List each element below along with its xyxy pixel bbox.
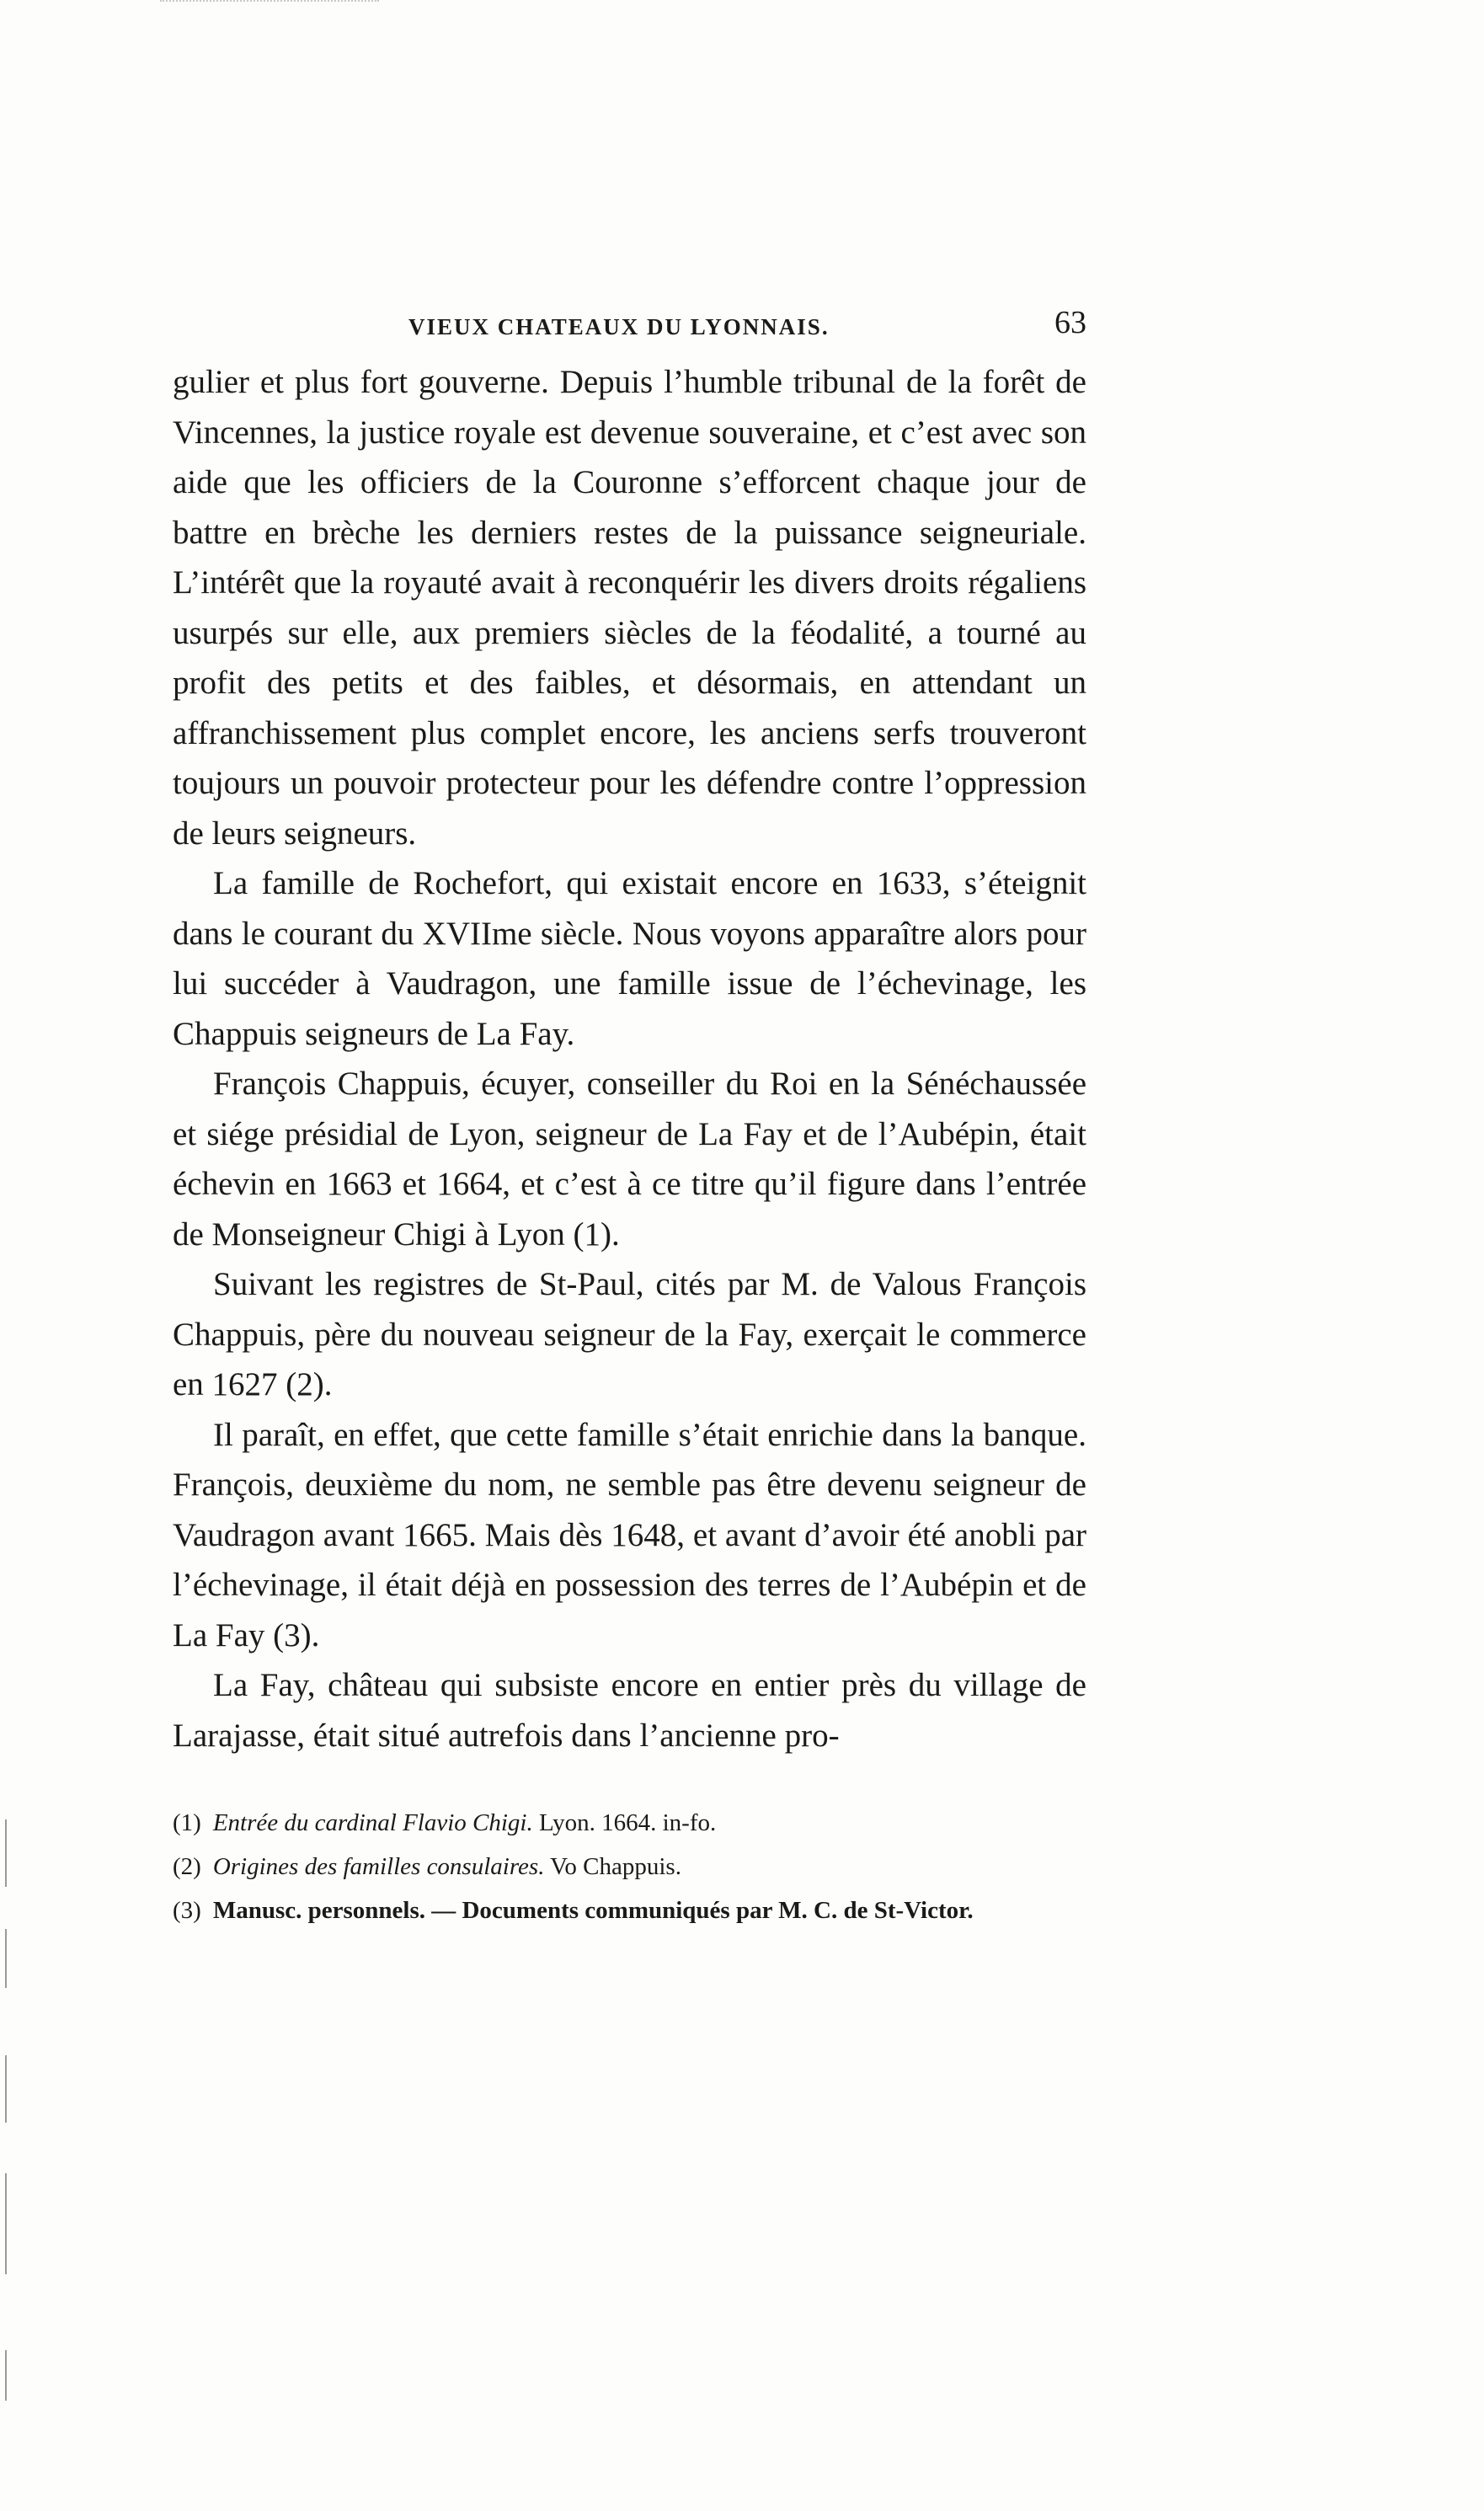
footnotes: [173, 1801, 1086, 1932]
footnote-title: Origines des familles consulaires.: [212, 1853, 545, 1880]
footnote-number: (3): [173, 1897, 201, 1924]
footnote: [173, 1889, 1086, 1932]
paragraph: gulier et plus fort gouverne. Depuis l’humble tribunal de la forêt de Vincennes, la justice royale est devenue souveraine, et c’est avec son aide que les officiers de la Couronne s’efforcent chaque jour de battre en brèche les derniers restes de la puissance seigneuriale. L’intérêt que la royauté avait à reconquérir les divers droits régaliens usurpés sur elle, aux premiers siècles de la féodalité, a tourné au profit des petits et des faibles, et désormais, en attendant un affranchissement plus complet encore, les anciens serfs trouveront toujours un pouvoir protecteur pour les défendre contre l’oppression de leurs seigneurs.: [173, 364, 1086, 852]
paragraph: La Fay, château qui subsiste encore en entier près du village de Larajasse, était situé autrefois dans l’ancienne pro-: [173, 1667, 1086, 1754]
paragraph: François Chappuis, écuyer, conseiller du Roi en la Sénéchaussée et siége présidial de Lyon, seigneur de La Fay et de l’Aubépin, était échevin en 1663 et 1664, et c’est à ce titre qu’il figure dans l’entrée de Monseigneur Chigi à Lyon (1).: [173, 1066, 1086, 1253]
footnote-number: (1): [173, 1809, 201, 1836]
footnote-text: Lyon. 1664. in-fo.: [532, 1809, 717, 1836]
footnote: [173, 1845, 1086, 1889]
footnote-text: Manusc. personnels. — Documents communiqués par M. C. de St-Victor.: [212, 1897, 974, 1924]
paragraph: La famille de Rochefort, qui existait encore en 1633, s’éteignit dans le courant du XVIIme siècle. Nous voyons apparaître alors pour lui succéder à Vaudragon, une famille issue de l’échevinage, les Chappuis seigneurs de La Fay.: [173, 865, 1086, 1052]
paragraph: Suivant les registres de St-Paul, cités par M. de Valous François Chappuis, père du nouveau seigneur de la Fay, exerçait le commerce en 1627 (2).: [173, 1266, 1086, 1402]
page-number: 63: [1054, 305, 1086, 340]
scan-margin-mark: [5, 2350, 7, 2401]
scan-margin-mark: [5, 1929, 7, 1988]
scan-margin-mark: [5, 1819, 7, 1887]
top-edge-dots: [160, 0, 379, 4]
running-title: VIEUX CHATEAUX DU LYONNAIS.: [408, 314, 830, 339]
footnote-number: (2): [173, 1853, 201, 1880]
paragraph: Il paraît, en effet, que cette famille s’était enrichie dans la banque. François, deuxième du nom, ne semble pas être devenu seigneur de Vaudragon avant 1665. Mais dès 1648, et avant d’avoir été anobli par l’échevinage, il était déjà en possession des terres de l’Aubépin et de La Fay (3).: [173, 1416, 1086, 1654]
footnote-text: Vo Chappuis.: [544, 1853, 681, 1880]
page-header: [173, 299, 1086, 350]
scan-margin-mark: [5, 2173, 7, 2274]
scan-margin-mark: [5, 2055, 7, 2123]
body-text: [173, 357, 1086, 1760]
footnote: [173, 1801, 1086, 1845]
footnote-title: Entrée du cardinal Flavio Chigi.: [212, 1809, 533, 1836]
